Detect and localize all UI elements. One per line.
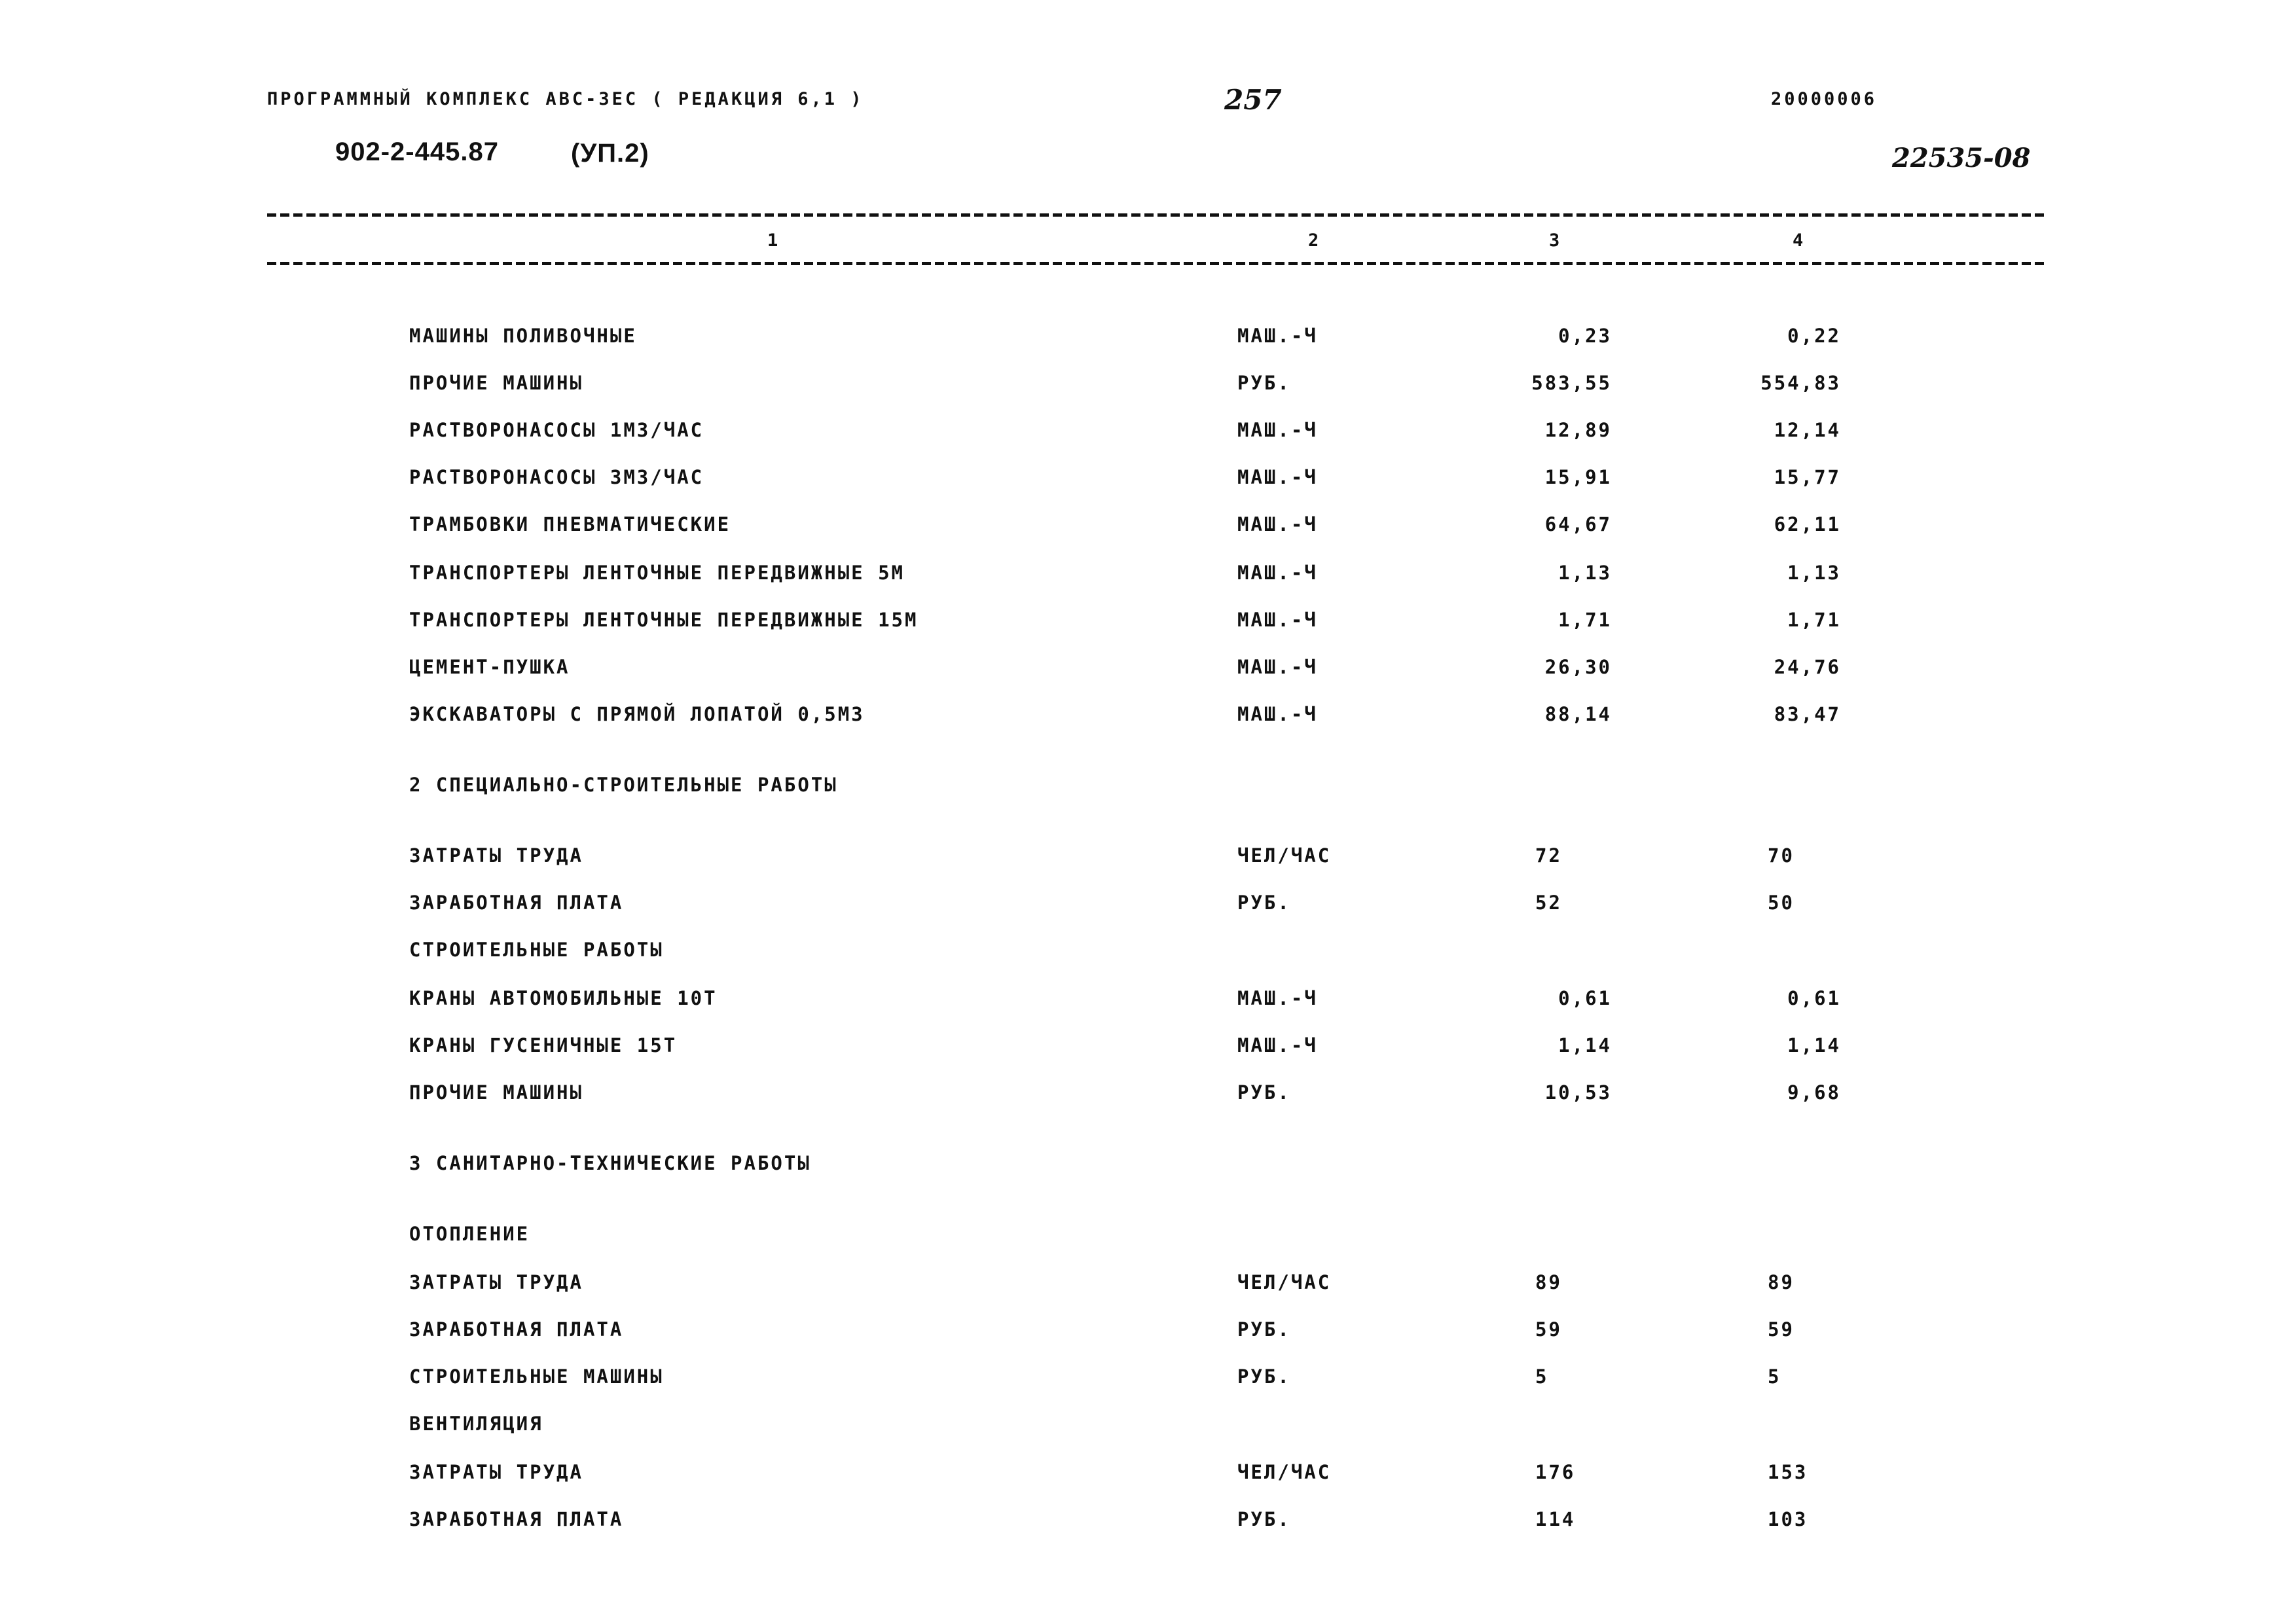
row-name: РАСТВОРОНАСОСЫ 3М3/ЧАС [409, 466, 704, 488]
row-value-col4: 5 [1768, 1365, 1781, 1388]
row-name: ПРОЧИЕ МАШИНЫ [409, 372, 583, 394]
row-name: ВЕНТИЛЯЦИЯ [409, 1413, 543, 1435]
table-row [0, 1152, 2296, 1178]
row-value-col3: 10,53 [1544, 1081, 1612, 1104]
row-value-col3: 583,55 [1531, 372, 1612, 394]
row-unit: ЧЕЛ/ЧАС [1237, 1271, 1332, 1293]
column-number-4: 4 [1793, 230, 1804, 251]
table-row [0, 609, 2296, 635]
row-unit: МАШ.-Ч [1237, 1034, 1318, 1056]
table-row [0, 372, 2296, 398]
row-name: ЗАРАБОТНАЯ ПЛАТА [409, 892, 624, 914]
table-row [0, 703, 2296, 729]
table-row [0, 1461, 2296, 1487]
row-unit: ЧЕЛ/ЧАС [1237, 1461, 1332, 1483]
table-row [0, 1508, 2296, 1534]
row-value-col4: 1,71 [1787, 609, 1841, 631]
row-value-col3: 12,89 [1544, 419, 1612, 441]
row-value-col4: 554,83 [1760, 372, 1841, 394]
row-value-col3: 64,67 [1544, 513, 1612, 535]
row-name: МАШИНЫ ПОЛИВОЧНЫЕ [409, 325, 637, 347]
row-value-col4: 15,77 [1774, 466, 1841, 488]
row-name: ОТОПЛЕНИЕ [409, 1223, 530, 1245]
row-value-col3: 26,30 [1544, 656, 1612, 678]
project-code: 902-2-445.87 [335, 137, 499, 166]
row-value-col3: 89 [1535, 1271, 1562, 1293]
row-name: ЗАРАБОТНАЯ ПЛАТА [409, 1318, 624, 1341]
row-value-col4: 1,13 [1787, 562, 1841, 584]
table-row [0, 1271, 2296, 1297]
row-unit: РУБ. [1237, 1318, 1291, 1341]
table-row [0, 466, 2296, 492]
row-value-col4: 0,61 [1787, 987, 1841, 1009]
column-number-3: 3 [1549, 230, 1560, 251]
table-row [0, 1413, 2296, 1439]
table-row [0, 1365, 2296, 1392]
row-value-col3: 1,71 [1558, 609, 1612, 631]
row-value-col4: 24,76 [1774, 656, 1841, 678]
row-value-col3: 72 [1535, 844, 1562, 867]
album-label: (УП.2) [571, 139, 649, 168]
row-unit: МАШ.-Ч [1237, 513, 1318, 535]
row-name: СТРОИТЕЛЬНЫЕ МАШИНЫ [409, 1365, 664, 1388]
row-name: ПРОЧИЕ МАШИНЫ [409, 1081, 583, 1104]
row-value-col4: 103 [1768, 1508, 1808, 1530]
row-unit: МАШ.-Ч [1237, 466, 1318, 488]
column-number-2: 2 [1308, 230, 1319, 251]
row-unit: РУБ. [1237, 1508, 1291, 1530]
row-unit: МАШ.-Ч [1237, 562, 1318, 584]
row-name: 2 СПЕЦИАЛЬНО-СТРОИТЕЛЬНЫЕ РАБОТЫ [409, 774, 838, 796]
row-value-col3: 52 [1535, 892, 1562, 914]
table-row [0, 656, 2296, 682]
table-row [0, 419, 2296, 445]
table-row [0, 325, 2296, 351]
row-name: КРАНЫ АВТОМОБИЛЬНЫЕ 10Т [409, 987, 718, 1009]
row-value-col4: 0,22 [1787, 325, 1841, 347]
row-name: 3 САНИТАРНО-ТЕХНИЧЕСКИЕ РАБОТЫ [409, 1152, 811, 1174]
row-value-col4: 89 [1768, 1271, 1795, 1293]
row-unit: РУБ. [1237, 1081, 1291, 1104]
row-name: ЗАТРАТЫ ТРУДА [409, 844, 583, 867]
program-header: ПРОГРАММНЫЙ КОМПЛЕКС АВС-3ЕС ( РЕДАКЦИЯ 6,1 ) [267, 89, 864, 109]
table-row [0, 939, 2296, 965]
row-unit: РУБ. [1237, 892, 1291, 914]
page-number: 257 [1224, 84, 1282, 116]
row-name: ТРАМБОВКИ ПНЕВМАТИЧЕСКИЕ [409, 513, 731, 535]
row-value-col4: 83,47 [1774, 703, 1841, 725]
table-row [0, 513, 2296, 539]
row-name: КРАНЫ ГУСЕНИЧНЫЕ 15Т [409, 1034, 678, 1056]
row-value-col3: 5 [1535, 1365, 1549, 1388]
row-unit: МАШ.-Ч [1237, 325, 1318, 347]
row-value-col3: 0,61 [1558, 987, 1612, 1009]
row-value-col3: 1,13 [1558, 562, 1612, 584]
table-row [0, 1223, 2296, 1249]
record-id: 20000006 [1771, 89, 1878, 109]
row-value-col3: 1,14 [1558, 1034, 1612, 1056]
table-row [0, 844, 2296, 871]
row-unit: МАШ.-Ч [1237, 419, 1318, 441]
row-value-col4: 70 [1768, 844, 1795, 867]
row-name: ТРАНСПОРТЕРЫ ЛЕНТОЧНЫЕ ПЕРЕДВИЖНЫЕ 5М [409, 562, 905, 584]
row-unit: РУБ. [1237, 1365, 1291, 1388]
row-value-col3: 0,23 [1558, 325, 1612, 347]
row-name: ЦЕМЕНТ-ПУШКА [409, 656, 570, 678]
table-row [0, 1034, 2296, 1060]
row-value-col4: 9,68 [1787, 1081, 1841, 1104]
row-value-col4: 59 [1768, 1318, 1795, 1341]
row-name: ТРАНСПОРТЕРЫ ЛЕНТОЧНЫЕ ПЕРЕДВИЖНЫЕ 15М [409, 609, 919, 631]
row-value-col3: 15,91 [1544, 466, 1612, 488]
row-value-col4: 153 [1768, 1461, 1808, 1483]
row-value-col3: 176 [1535, 1461, 1576, 1483]
row-value-col3: 88,14 [1544, 703, 1612, 725]
row-value-col4: 50 [1768, 892, 1795, 914]
table-row [0, 1318, 2296, 1344]
row-value-col4: 1,14 [1787, 1034, 1841, 1056]
table-row [0, 1081, 2296, 1108]
sheet-reference: 22535-08 [1892, 143, 2031, 173]
row-unit: МАШ.-Ч [1237, 987, 1318, 1009]
row-unit: МАШ.-Ч [1237, 609, 1318, 631]
row-name: СТРОИТЕЛЬНЫЕ РАБОТЫ [409, 939, 664, 961]
table-row [0, 774, 2296, 800]
row-name: ЗАРАБОТНАЯ ПЛАТА [409, 1508, 624, 1530]
row-unit: МАШ.-Ч [1237, 703, 1318, 725]
row-unit: МАШ.-Ч [1237, 656, 1318, 678]
table-row [0, 987, 2296, 1013]
row-name: ЭКСКАВАТОРЫ С ПРЯМОЙ ЛОПАТОЙ 0,5М3 [409, 703, 865, 725]
row-name: ЗАТРАТЫ ТРУДА [409, 1271, 583, 1293]
row-value-col4: 12,14 [1774, 419, 1841, 441]
table-row [0, 562, 2296, 588]
row-name: РАСТВОРОНАСОСЫ 1М3/ЧАС [409, 419, 704, 441]
row-unit: ЧЕЛ/ЧАС [1237, 844, 1332, 867]
header-bottom-divider [267, 262, 2048, 265]
header-top-divider [267, 213, 2048, 217]
column-number-1: 1 [767, 230, 778, 251]
row-value-col3: 59 [1535, 1318, 1562, 1341]
table-row [0, 892, 2296, 918]
row-unit: РУБ. [1237, 372, 1291, 394]
row-value-col3: 114 [1535, 1508, 1576, 1530]
row-value-col4: 62,11 [1774, 513, 1841, 535]
row-name: ЗАТРАТЫ ТРУДА [409, 1461, 583, 1483]
